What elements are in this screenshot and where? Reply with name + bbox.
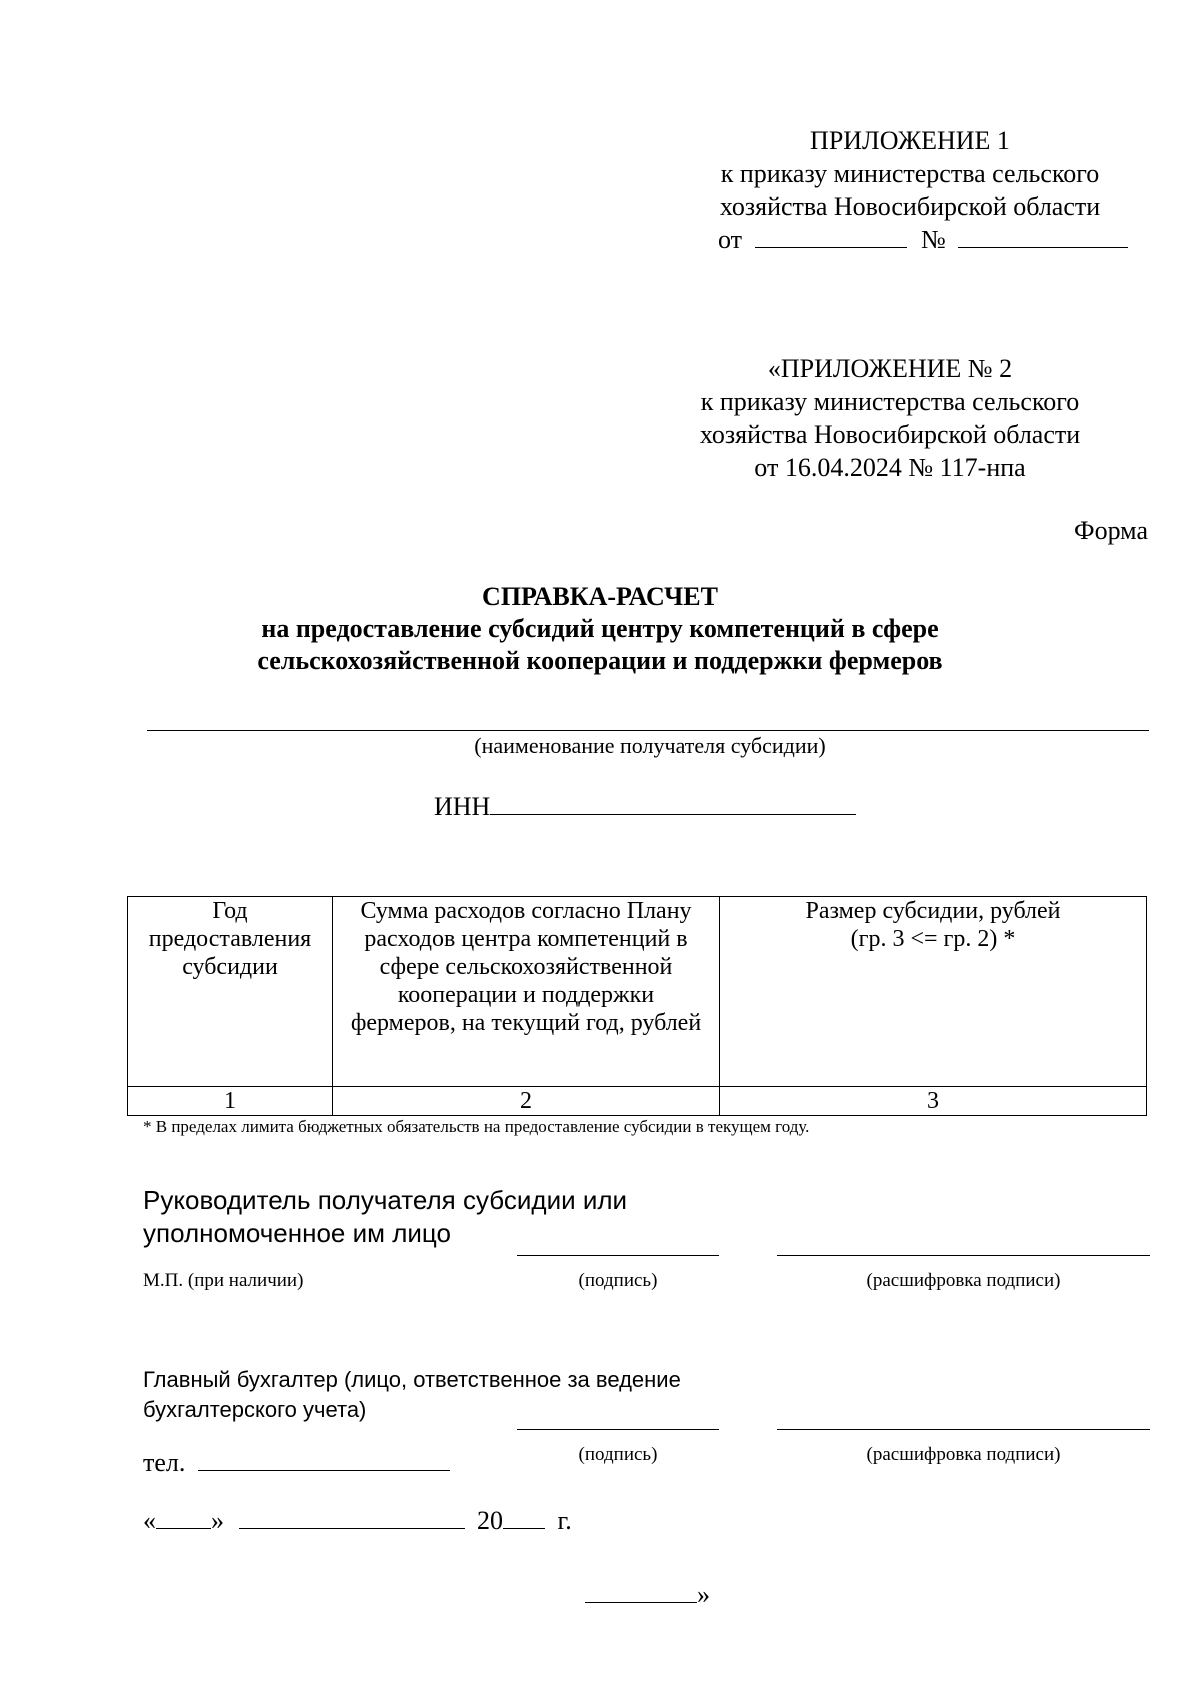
header-expenses-line1: Сумма расходов согласно Плану: [360, 898, 692, 924]
accountant-line1: Главный бухгалтер (лицо, ответственное за ведение: [143, 1367, 681, 1392]
appendix-1-date-number: [690, 223, 1130, 256]
head-signature-line2: уполномоченное им лицо: [143, 1218, 451, 1248]
closing-quote: »: [697, 1580, 710, 1609]
header-expenses-line2: расходов центра компетенций в: [364, 926, 688, 952]
head-signature-decode-line[interactable]: [777, 1255, 1150, 1256]
inn-field: [434, 792, 856, 822]
head-signature-line[interactable]: [517, 1255, 719, 1256]
appendix-1-line2: хозяйства Новосибирской области: [719, 192, 1101, 221]
appendix-2-line2: хозяйства Новосибирской области: [699, 420, 1081, 449]
header-subsidy-amount: [720, 897, 1147, 1087]
header-expenses: [333, 897, 720, 1087]
head-decode-caption: (расшифровка подписи): [866, 1270, 1061, 1291]
header-year-line2: предоставления: [148, 926, 312, 952]
head-sign-caption: (подпись): [578, 1270, 658, 1291]
header-expenses-line5: фермеров, на текущий год, рублей: [350, 1010, 702, 1036]
accountant-decode-caption: (расшифровка подписи): [866, 1444, 1061, 1465]
appendix-2-line1: к приказу министерства сельского: [700, 387, 1080, 416]
accountant-signature-line[interactable]: [517, 1429, 719, 1430]
footnote: * В пределах лимита бюджетных обязательств на предоставление субсидии в текущем году.: [143, 1117, 810, 1136]
phone-blank[interactable]: [198, 1448, 450, 1471]
subsidy-table: [127, 896, 1147, 1116]
recipient-caption: (наименование получателя субсидии): [474, 733, 826, 758]
header-expenses-line4: кооперации и поддержки: [397, 982, 655, 1008]
appendix-2-title: «ПРИЛОЖЕНИЕ № 2: [767, 354, 1013, 383]
head-signature-line1: Руководитель получателя субсидии или: [143, 1185, 628, 1215]
table-header-row: [128, 897, 1147, 1087]
table-number-row: [128, 1087, 1147, 1116]
date-month-blank[interactable]: [239, 1506, 465, 1529]
header-subsidy-line2: (гр. 3 <= гр. 2) *: [850, 926, 1016, 952]
heading-line-3: сельскохозяйственной кооперации и поддержки фермеров: [257, 646, 943, 675]
date-close-quote: »: [211, 1506, 224, 1535]
appendix-1-number-label: №: [921, 225, 946, 254]
header-expenses-line3: сфере сельскохозяйственной: [379, 954, 673, 980]
date-year-prefix: 20: [477, 1506, 503, 1535]
header-year-line1: Год: [212, 898, 248, 924]
closing-line: [585, 1580, 710, 1610]
appendix-2-block: [670, 352, 1110, 484]
appendix-1-from-label: от: [718, 225, 743, 254]
header-subsidy-line1: Размер субсидии, рублей: [805, 898, 1061, 924]
form-label: Форма: [1074, 516, 1148, 545]
date-open-quote: «: [143, 1506, 156, 1535]
appendix-1-number-blank[interactable]: [958, 225, 1128, 248]
accountant-line2: бухгалтерского учета): [143, 1397, 367, 1422]
date-field: [143, 1506, 572, 1536]
header-year: [128, 897, 333, 1087]
head-signature-title: [143, 1184, 627, 1250]
column-number-2: 2: [333, 1087, 720, 1116]
date-day-blank[interactable]: [156, 1506, 211, 1529]
appendix-2-line3: от 16.04.2024 № 117-нпа: [754, 453, 1026, 482]
heading-line-1: СПРАВКА-РАСЧЕТ: [482, 582, 718, 611]
phone-field: [143, 1448, 450, 1478]
accountant-decode-line[interactable]: [777, 1429, 1150, 1430]
date-year-suffix: г.: [557, 1506, 572, 1535]
column-number-3: 3: [720, 1087, 1147, 1116]
accountant-title: [143, 1365, 681, 1425]
phone-label: тел.: [143, 1448, 186, 1477]
inn-blank[interactable]: [490, 792, 856, 815]
appendix-1-line1: к приказу министерства сельского: [720, 159, 1100, 188]
recipient-name-line[interactable]: [147, 730, 1149, 731]
date-year-blank[interactable]: [503, 1506, 545, 1529]
appendix-1-block: [690, 124, 1130, 256]
appendix-1-title: ПРИЛОЖЕНИЕ 1: [810, 126, 1010, 155]
appendix-1-date-blank[interactable]: [755, 225, 907, 248]
heading-line-2: на предоставление субсидий центру компетенций в сфере: [261, 614, 939, 643]
header-year-line3: субсидии: [182, 954, 278, 980]
column-number-1: 1: [128, 1087, 333, 1116]
stamp-caption: М.П. (при наличии): [143, 1270, 304, 1291]
accountant-sign-caption: (подпись): [578, 1444, 658, 1465]
inn-label: ИНН: [434, 792, 491, 821]
closing-blank: [585, 1580, 697, 1603]
